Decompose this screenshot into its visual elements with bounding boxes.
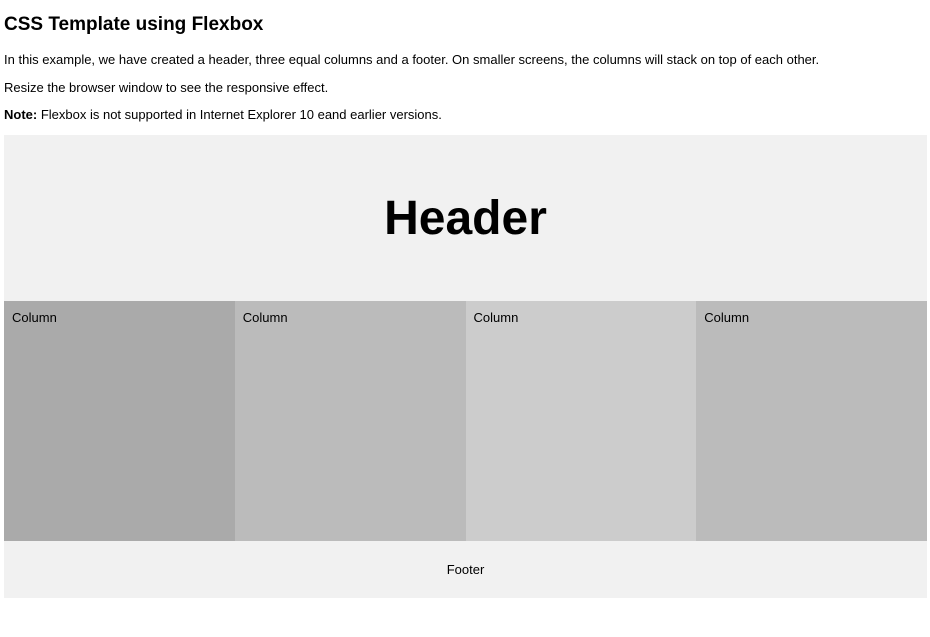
resize-note-paragraph: Resize the browser window to see the responsive effect. [4, 80, 329, 95]
page-title: CSS Template using Flexbox [4, 14, 264, 35]
column-2: Column [235, 301, 466, 541]
note-paragraph [4, 107, 927, 123]
column-1: Column [4, 301, 235, 541]
header-section [4, 135, 927, 301]
note-label: Note: [4, 107, 38, 122]
header-title: Header [384, 191, 547, 245]
note-text: Flexbox is not supported in Internet Explorer 10 eand earlier versions. [37, 107, 442, 122]
column-4: Column [696, 301, 927, 541]
columns-row [4, 301, 927, 541]
intro-paragraph: In this example, we have created a header, three equal columns and a footer. On smaller screens, the columns will stack on top of each other. [4, 52, 820, 67]
footer-section [4, 541, 927, 598]
footer-text: Footer [446, 562, 485, 577]
column-3: Column [466, 301, 697, 541]
